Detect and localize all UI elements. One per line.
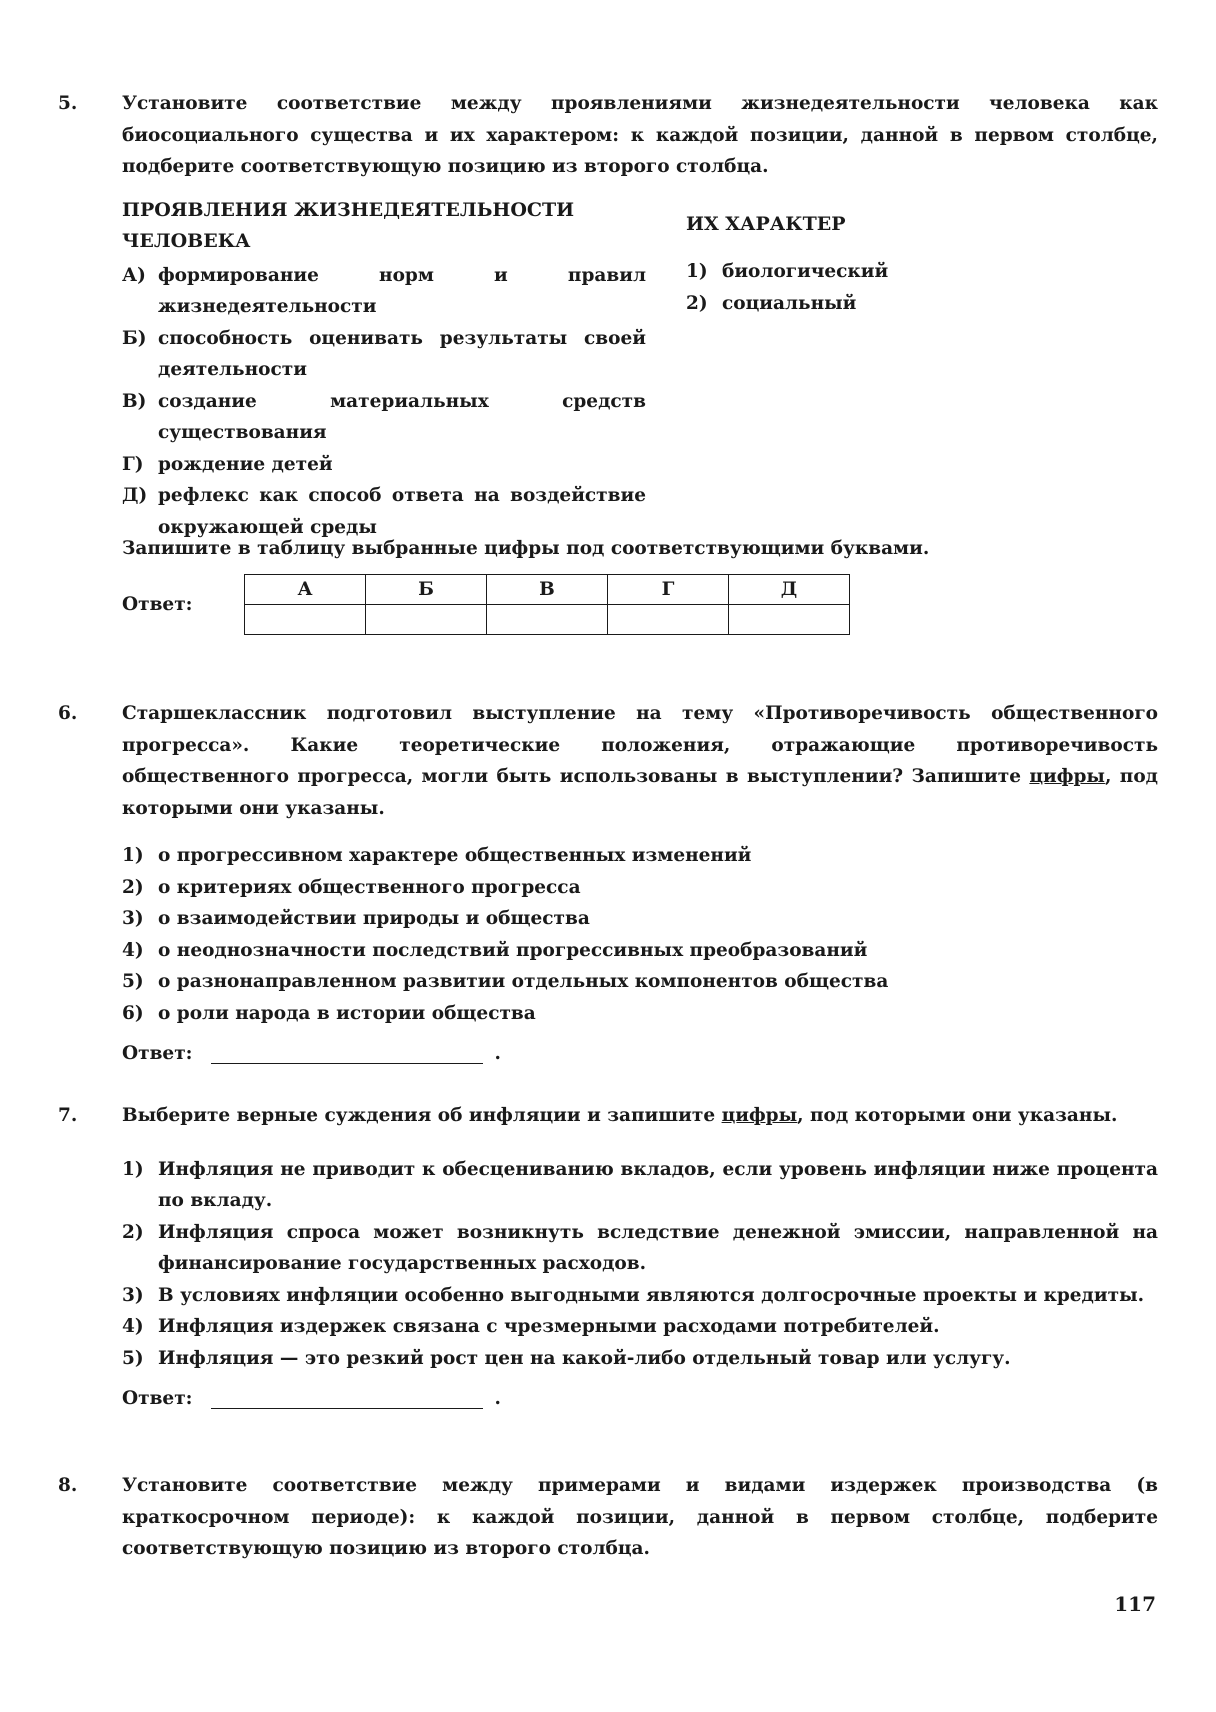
option-text: создание материальных средств существования bbox=[158, 390, 646, 443]
answer-table-header-cell: Д bbox=[729, 575, 850, 605]
answer-table-header-cell: В bbox=[487, 575, 608, 605]
answer-line bbox=[122, 1043, 1158, 1064]
stem-emphasis: цифры bbox=[1029, 766, 1105, 787]
option-text: Инфляция издержек связана с чрезмерными расходами потребителей. bbox=[158, 1316, 940, 1337]
task-number: 5. bbox=[58, 93, 78, 114]
right-column bbox=[686, 195, 986, 320]
stem-text-end: , под которыми они указаны. bbox=[122, 766, 1159, 819]
answer-dot: . bbox=[494, 1043, 501, 1064]
left-items bbox=[122, 260, 646, 544]
option-text: Инфляция не приводит к обесцениванию вкладов, если уровень инфляции ниже процента по вкладу. bbox=[158, 1158, 1158, 1211]
answer-table-header-row bbox=[245, 575, 850, 605]
option-item bbox=[686, 256, 986, 288]
answer-block bbox=[122, 574, 1158, 635]
option-label: 2) bbox=[122, 876, 144, 898]
option-label: 1) bbox=[122, 845, 144, 866]
left-column-header: ПРОЯВЛЕНИЯ ЖИЗНЕДЕЯТЕЛЬНОСТИ ЧЕЛОВЕКА bbox=[122, 198, 575, 252]
answer-table-input-row bbox=[245, 605, 850, 635]
option-item bbox=[122, 386, 646, 449]
task-stem bbox=[122, 1100, 1158, 1132]
option-text: Инфляция — это резкий рост цен на какой-либо отдельный товар или услугу. bbox=[158, 1347, 1011, 1369]
option-text: о прогрессивном характере общественных изменений bbox=[158, 845, 752, 866]
option-text: о неоднозначности последствий прогрессивных преобразований bbox=[158, 939, 868, 961]
option-text: о взаимодействии природы и общества bbox=[158, 908, 590, 929]
option-label: 6) bbox=[122, 1002, 144, 1024]
option-text: о критериях общественного прогресса bbox=[158, 876, 581, 898]
option-label: А) bbox=[122, 264, 146, 286]
option-label: В) bbox=[122, 390, 147, 412]
answer-table-input-cell[interactable] bbox=[608, 605, 729, 635]
task-7 bbox=[58, 1100, 1158, 1409]
option-label: Д) bbox=[122, 485, 148, 506]
option-item bbox=[122, 1280, 1158, 1312]
option-item bbox=[122, 998, 1158, 1030]
option-label: 3) bbox=[122, 908, 144, 929]
option-item bbox=[122, 903, 1158, 935]
stem-text-end: , под которыми они указаны. bbox=[797, 1105, 1118, 1126]
option-text: способность оценивать результаты своей деятельности bbox=[158, 327, 646, 380]
option-text: формирование норм и правил жизнедеятельности bbox=[158, 264, 646, 317]
option-label: 4) bbox=[122, 939, 144, 961]
table-instruction: Запишите в таблицу выбранные цифры под соответствующими буквами. bbox=[122, 537, 930, 559]
stem-emphasis: цифры bbox=[721, 1105, 798, 1126]
answer-table-header-cell: Б bbox=[366, 575, 487, 605]
task-number: 7. bbox=[58, 1105, 78, 1126]
answer-table-input-cell[interactable] bbox=[487, 605, 608, 635]
stem-text: Старшеклассник подготовил выступление на тему «Противоречивость общественного прогресса». Какие теоретические положения, отражающие противоречивость общественного прогресса, могли быть использованы в выступлении? Запишите bbox=[122, 703, 1158, 787]
option-text: рефлекс как способ ответа на воздействие окружающей среды bbox=[158, 485, 646, 538]
answer-table bbox=[244, 574, 850, 635]
option-item bbox=[122, 323, 646, 386]
task-6 bbox=[58, 698, 1158, 1064]
option-item bbox=[122, 840, 1158, 872]
task-5 bbox=[58, 88, 1158, 635]
option-label: 2) bbox=[122, 1221, 144, 1243]
task-number: 8. bbox=[58, 1475, 78, 1496]
answer-table-header-cell: Г bbox=[608, 575, 729, 605]
option-item bbox=[122, 1343, 1158, 1375]
answer-table-input-cell[interactable] bbox=[366, 605, 487, 635]
option-item bbox=[122, 872, 1158, 904]
answer-dot: . bbox=[494, 1388, 501, 1409]
options-list bbox=[122, 840, 1158, 1029]
option-label: 4) bbox=[122, 1316, 144, 1337]
option-text: о разнонаправленном развитии отдельных компонентов общества bbox=[158, 971, 889, 992]
right-items bbox=[686, 256, 986, 319]
stem-text: Выберите верные суждения об инфляции и запишите bbox=[122, 1105, 722, 1126]
answer-blank[interactable] bbox=[211, 1388, 483, 1409]
option-text: социальный bbox=[722, 292, 857, 314]
option-text: В условиях инфляции особенно выгодными являются долгосрочные проекты и кредиты. bbox=[158, 1284, 1145, 1306]
right-column-header: ИХ ХАРАКТЕР bbox=[686, 212, 846, 235]
answer-blank[interactable] bbox=[211, 1043, 483, 1064]
option-text: биологический bbox=[722, 261, 889, 282]
option-text: рождение детей bbox=[158, 453, 333, 475]
answer-label: Ответ: bbox=[122, 1043, 193, 1064]
answer-label: Ответ: bbox=[122, 594, 193, 615]
option-label: 2) bbox=[686, 292, 708, 314]
options-list bbox=[122, 1154, 1158, 1375]
option-label: 1) bbox=[122, 1158, 144, 1180]
option-item bbox=[122, 1154, 1158, 1217]
answer-line bbox=[122, 1388, 1158, 1409]
option-item bbox=[122, 935, 1158, 967]
option-item bbox=[122, 966, 1158, 998]
matching-columns bbox=[122, 195, 1158, 538]
option-label: Г) bbox=[122, 453, 144, 475]
answer-table-input-cell[interactable] bbox=[729, 605, 850, 635]
option-label: Б) bbox=[122, 327, 147, 349]
page-number: 117 bbox=[1114, 1592, 1156, 1616]
option-item bbox=[122, 1311, 1158, 1343]
task-8 bbox=[58, 1470, 1158, 1565]
option-text: о роли народа в истории общества bbox=[158, 1002, 536, 1024]
option-item bbox=[686, 288, 986, 320]
answer-table-header-cell: А bbox=[245, 575, 366, 605]
task-number: 6. bbox=[58, 703, 78, 724]
answer-table-input-cell[interactable] bbox=[245, 605, 366, 635]
option-label: 3) bbox=[122, 1284, 144, 1306]
option-item bbox=[122, 1217, 1158, 1280]
option-item bbox=[122, 449, 646, 481]
option-item bbox=[122, 480, 646, 543]
option-item bbox=[122, 260, 646, 323]
answer-label: Ответ: bbox=[122, 1388, 193, 1409]
left-column bbox=[122, 195, 646, 544]
option-label: 5) bbox=[122, 1347, 144, 1369]
task-stem: Установите соответствие между примерами и видами издержек производства (в краткосрочном периоде): к каждой позиции, данной в первом столбце, подберите соответствующую позицию из второго столбца. bbox=[122, 1475, 1158, 1559]
option-label: 5) bbox=[122, 971, 144, 992]
option-text: Инфляция спроса может возникнуть вследствие денежной эмиссии, направленной на финансирование государственных расходов. bbox=[158, 1221, 1158, 1274]
option-label: 1) bbox=[686, 261, 708, 282]
task-stem bbox=[122, 698, 1158, 824]
task-stem: Установите соответствие между проявлениями жизнедеятельности человека как биосоциального существа и их характером: к каждой позиции, данной в первом столбце, подберите соответствующую позицию из второго столбца. bbox=[122, 93, 1158, 177]
